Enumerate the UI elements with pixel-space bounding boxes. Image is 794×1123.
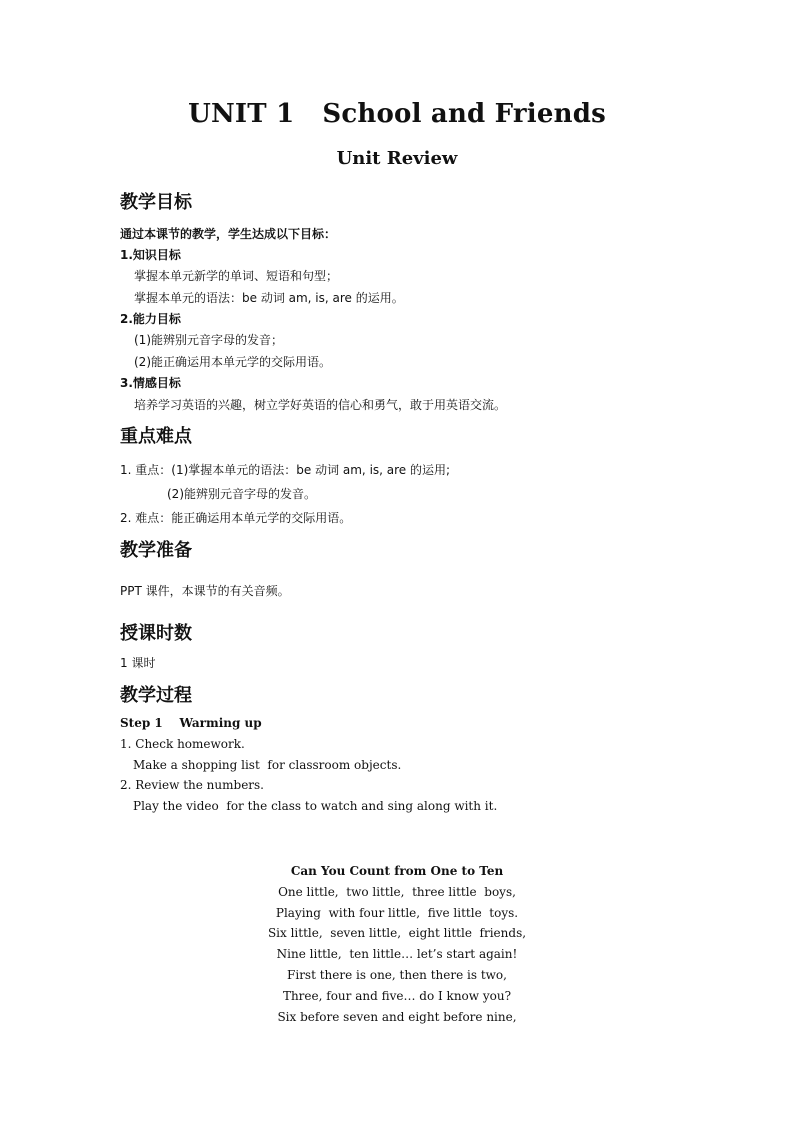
song-line: Six little, seven little, eight little friends, [267, 926, 527, 941]
song-line: Playing with four little, five little toys. [275, 905, 519, 920]
objectives-intro: 通过本课节的教学，学生达成以下目标： [120, 227, 337, 241]
song-line: Six before seven and eight before nine, [277, 1009, 517, 1024]
hours-heading: 授课时数 [120, 623, 192, 644]
song-line: Nine little, ten little… let’s start again! [276, 947, 518, 962]
process-item: 1. Check homework. [120, 737, 245, 751]
song-block [0, 861, 794, 1027]
knowledge-item: 掌握本单元的语法：be 动词 am, is, are 的运用。 [134, 291, 404, 305]
unit-name: School and Friends [322, 99, 606, 129]
emotion-heading: 3.情感目标 [120, 376, 181, 390]
step-heading: Step 1 Warming up [120, 716, 262, 730]
song-title: Can You Count from One to Ten [290, 864, 504, 878]
unit-number: UNIT 1 [188, 99, 295, 129]
unit-title [0, 99, 794, 129]
process-heading: 教学过程 [120, 685, 192, 706]
keypoints-line: (2)能辨别元音字母的发音。 [167, 487, 316, 501]
ability-heading: 2.能力目标 [120, 312, 181, 326]
prep-text: PPT 课件，本课节的有关音频。 [120, 584, 290, 598]
process-item: 2. Review the numbers. [120, 778, 264, 792]
process-item-detail: Play the video for the class to watch and sing along with it. [133, 799, 498, 813]
knowledge-item: 掌握本单元新学的单词、短语和句型； [134, 269, 339, 283]
song-line: One little, two little, three little boys, [278, 884, 516, 899]
process-item-detail: Make a shopping list for classroom objects. [133, 758, 402, 772]
prep-heading: 教学准备 [120, 540, 192, 561]
hours-text: 1 课时 [120, 656, 156, 670]
keypoints-line: 2. 难点：能正确运用本单元学的交际用语。 [120, 511, 352, 525]
emotion-item: 培养学习英语的兴趣，树立学好英语的信心和勇气，敢于用英语交流。 [134, 398, 507, 412]
ability-item: (1)能辨别元音字母的发音； [134, 333, 283, 347]
keypoints-heading: 重点难点 [120, 426, 192, 447]
unit-subtitle: Unit Review [336, 148, 458, 169]
keypoints-line: 1. 重点：(1)掌握本单元的语法：be 动词 am, is, are 的运用; [120, 463, 451, 477]
song-line: Three, four and five… do I know you? [282, 988, 512, 1003]
song-line: First there is one, then there is two, [287, 967, 507, 982]
ability-item: (2)能正确运用本单元学的交际用语。 [134, 355, 331, 369]
knowledge-heading: 1.知识目标 [120, 248, 181, 262]
objectives-heading: 教学目标 [120, 192, 192, 213]
